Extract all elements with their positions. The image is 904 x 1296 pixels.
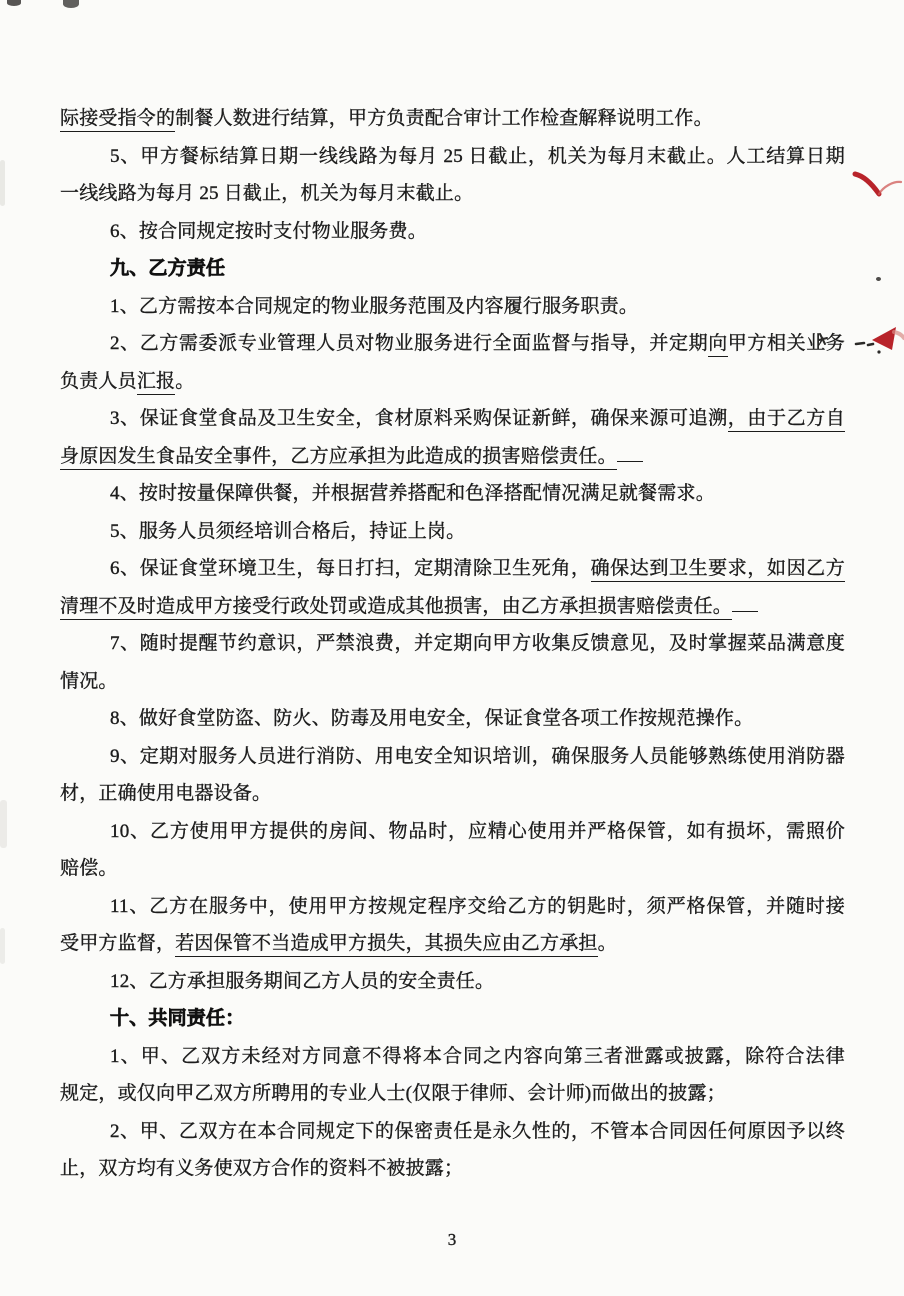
text-run: 9、定期对服务人员进行消防、用电安全知识培训，确保服务人员能够熟练使用消防器	[110, 745, 845, 767]
text-run: 10、乙方使用甲方提供的房间、物品时，应精心使用并严格保管，如有损坏，需照价	[110, 820, 845, 842]
underlined-text: ，由于乙方自	[728, 408, 845, 432]
underlined-text: 若因保管不当造成甲方损失，其损失应由乙方承担	[175, 933, 597, 957]
paragraph-line	[60, 775, 845, 813]
bleed-mark	[0, 928, 5, 964]
underlined-text: 向	[708, 333, 728, 357]
text-run: 一线线路为每月 25 日截止，机关为每月末截止。	[60, 183, 474, 204]
paragraph-line	[60, 1075, 845, 1113]
text-run: 止，双方均有义务使双方合作的资料不被披露；	[60, 1158, 464, 1179]
underlined-text: 清理不及时造成甲方接受行政处罚或造成其他损害，由乙方承担损害赔偿责任。	[60, 596, 732, 620]
bleed-mark	[0, 160, 5, 206]
paragraph-line	[60, 325, 845, 363]
text-run: 4、按时按量保障供餐，并根据营养搭配和色泽搭配情况满足就餐需求。	[110, 483, 715, 504]
paragraph-line	[60, 625, 845, 663]
paragraph-line	[60, 925, 845, 963]
scan-artifact-top-left	[7, 0, 21, 6]
underline-extension	[617, 440, 643, 462]
paragraph-line	[60, 475, 845, 513]
underlined-text: 确保达到卫生要求，如因乙方	[591, 558, 845, 582]
underline-extension	[732, 590, 758, 612]
text-run: 5、服务人员须经培训合格后，持证上岗。	[110, 520, 466, 542]
text-run: 7、随时提醒节约意识，严禁浪费，并定期向甲方收集反馈意见，及时掌握菜品满意度	[110, 633, 845, 654]
text-run: 制餐人数进行结算，甲方负责配合审计工作检查解释说明工作。	[175, 108, 713, 129]
text-run: 3、保证食堂食品及卫生安全，食材原料采购保证新鲜，确保来源可追溯	[110, 408, 728, 429]
paragraph-line	[60, 213, 845, 251]
bleed-mark	[0, 800, 7, 848]
paragraph-line	[60, 888, 845, 926]
text-run: 6、按合同规定按时支付物业服务费。	[110, 220, 427, 242]
paragraph-line	[60, 288, 845, 326]
paragraph-line	[60, 850, 845, 888]
text-run: 甲方相关业务	[727, 333, 846, 354]
red-check-mark	[850, 166, 904, 204]
paragraph-line	[60, 813, 845, 851]
text-run: 5、甲方餐标结算日期一线线路为每月 25 日截止，机关为每月末截止。人工结算日期	[110, 145, 845, 167]
ink-dot	[876, 277, 881, 281]
text-run: 十、共同责任：	[110, 1008, 245, 1029]
text-run: 2、甲、乙双方在本合同规定下的保密责任是永久性的，不管本合同因任何原因予以终	[110, 1120, 845, 1142]
section-heading	[60, 250, 845, 288]
paragraph-line	[60, 513, 845, 551]
text-run: 受甲方监督，	[60, 933, 176, 954]
paragraph-line	[60, 738, 845, 776]
underlined-text: 汇报	[137, 371, 175, 395]
text-run: 规定，或仅向甲乙双方所聘用的专业人士(仅限于律师、会计师)而做出的披露；	[60, 1083, 726, 1104]
scan-artifact-top-second	[63, 0, 79, 8]
text-run: 。	[597, 933, 617, 954]
text-run: 2、乙方需委派专业管理人员对物业服务进行全面监督与指导，并定期	[110, 333, 709, 354]
text-run: 情况。	[60, 670, 118, 692]
paragraph-line	[60, 363, 845, 401]
underlined-text: 身原因发生食品安全事件，乙方应承担为此造成的损害赔偿责任。	[60, 446, 617, 470]
paragraph-line	[60, 1113, 845, 1151]
text-run: 九、乙方责任	[110, 258, 226, 279]
paragraph-line	[60, 700, 845, 738]
text-run: 1、乙方需按本合同规定的物业服务范围及内容履行服务职责。	[110, 295, 639, 317]
section-heading	[60, 1000, 845, 1038]
paragraph-line	[60, 138, 845, 176]
text-run: 负责人员	[60, 370, 137, 392]
paragraph-line	[60, 400, 845, 438]
text-run: 。	[175, 370, 195, 392]
paragraph-line	[60, 175, 845, 213]
paragraph-line	[60, 588, 845, 626]
page-number: 3	[447, 1230, 457, 1249]
text-run: 1、甲、乙双方未经对方同意不得将本合同之内容向第三者泄露或披露，除符合法律	[110, 1045, 845, 1067]
text-run: 材，正确使用电器设备。	[60, 783, 272, 804]
paragraph-line	[60, 100, 845, 138]
paragraph-line	[60, 963, 845, 1001]
text-run: 6、保证食堂环境卫生，每日打扫，定期清除卫生死角，	[110, 558, 591, 579]
paragraph-line	[60, 1150, 845, 1188]
text-run: 赔偿。	[60, 858, 118, 879]
text-run: 8、做好食堂防盗、防火、防毒及用电安全，保证食堂各项工作按规范操作。	[110, 708, 754, 729]
paragraph-line	[60, 1038, 845, 1076]
text-run: 11、乙方在服务中，使用甲方按规定程序交给乙方的钥匙时，须严格保管，并随时接	[110, 895, 845, 917]
paragraph-line	[60, 438, 845, 476]
red-arrow-mark	[816, 322, 904, 358]
text-run: 12、乙方承担服务期间乙方人员的安全责任。	[110, 970, 495, 992]
underlined-text: 际接受指令的	[60, 108, 175, 132]
paragraph-line	[60, 663, 845, 701]
paragraph-line	[60, 550, 845, 588]
